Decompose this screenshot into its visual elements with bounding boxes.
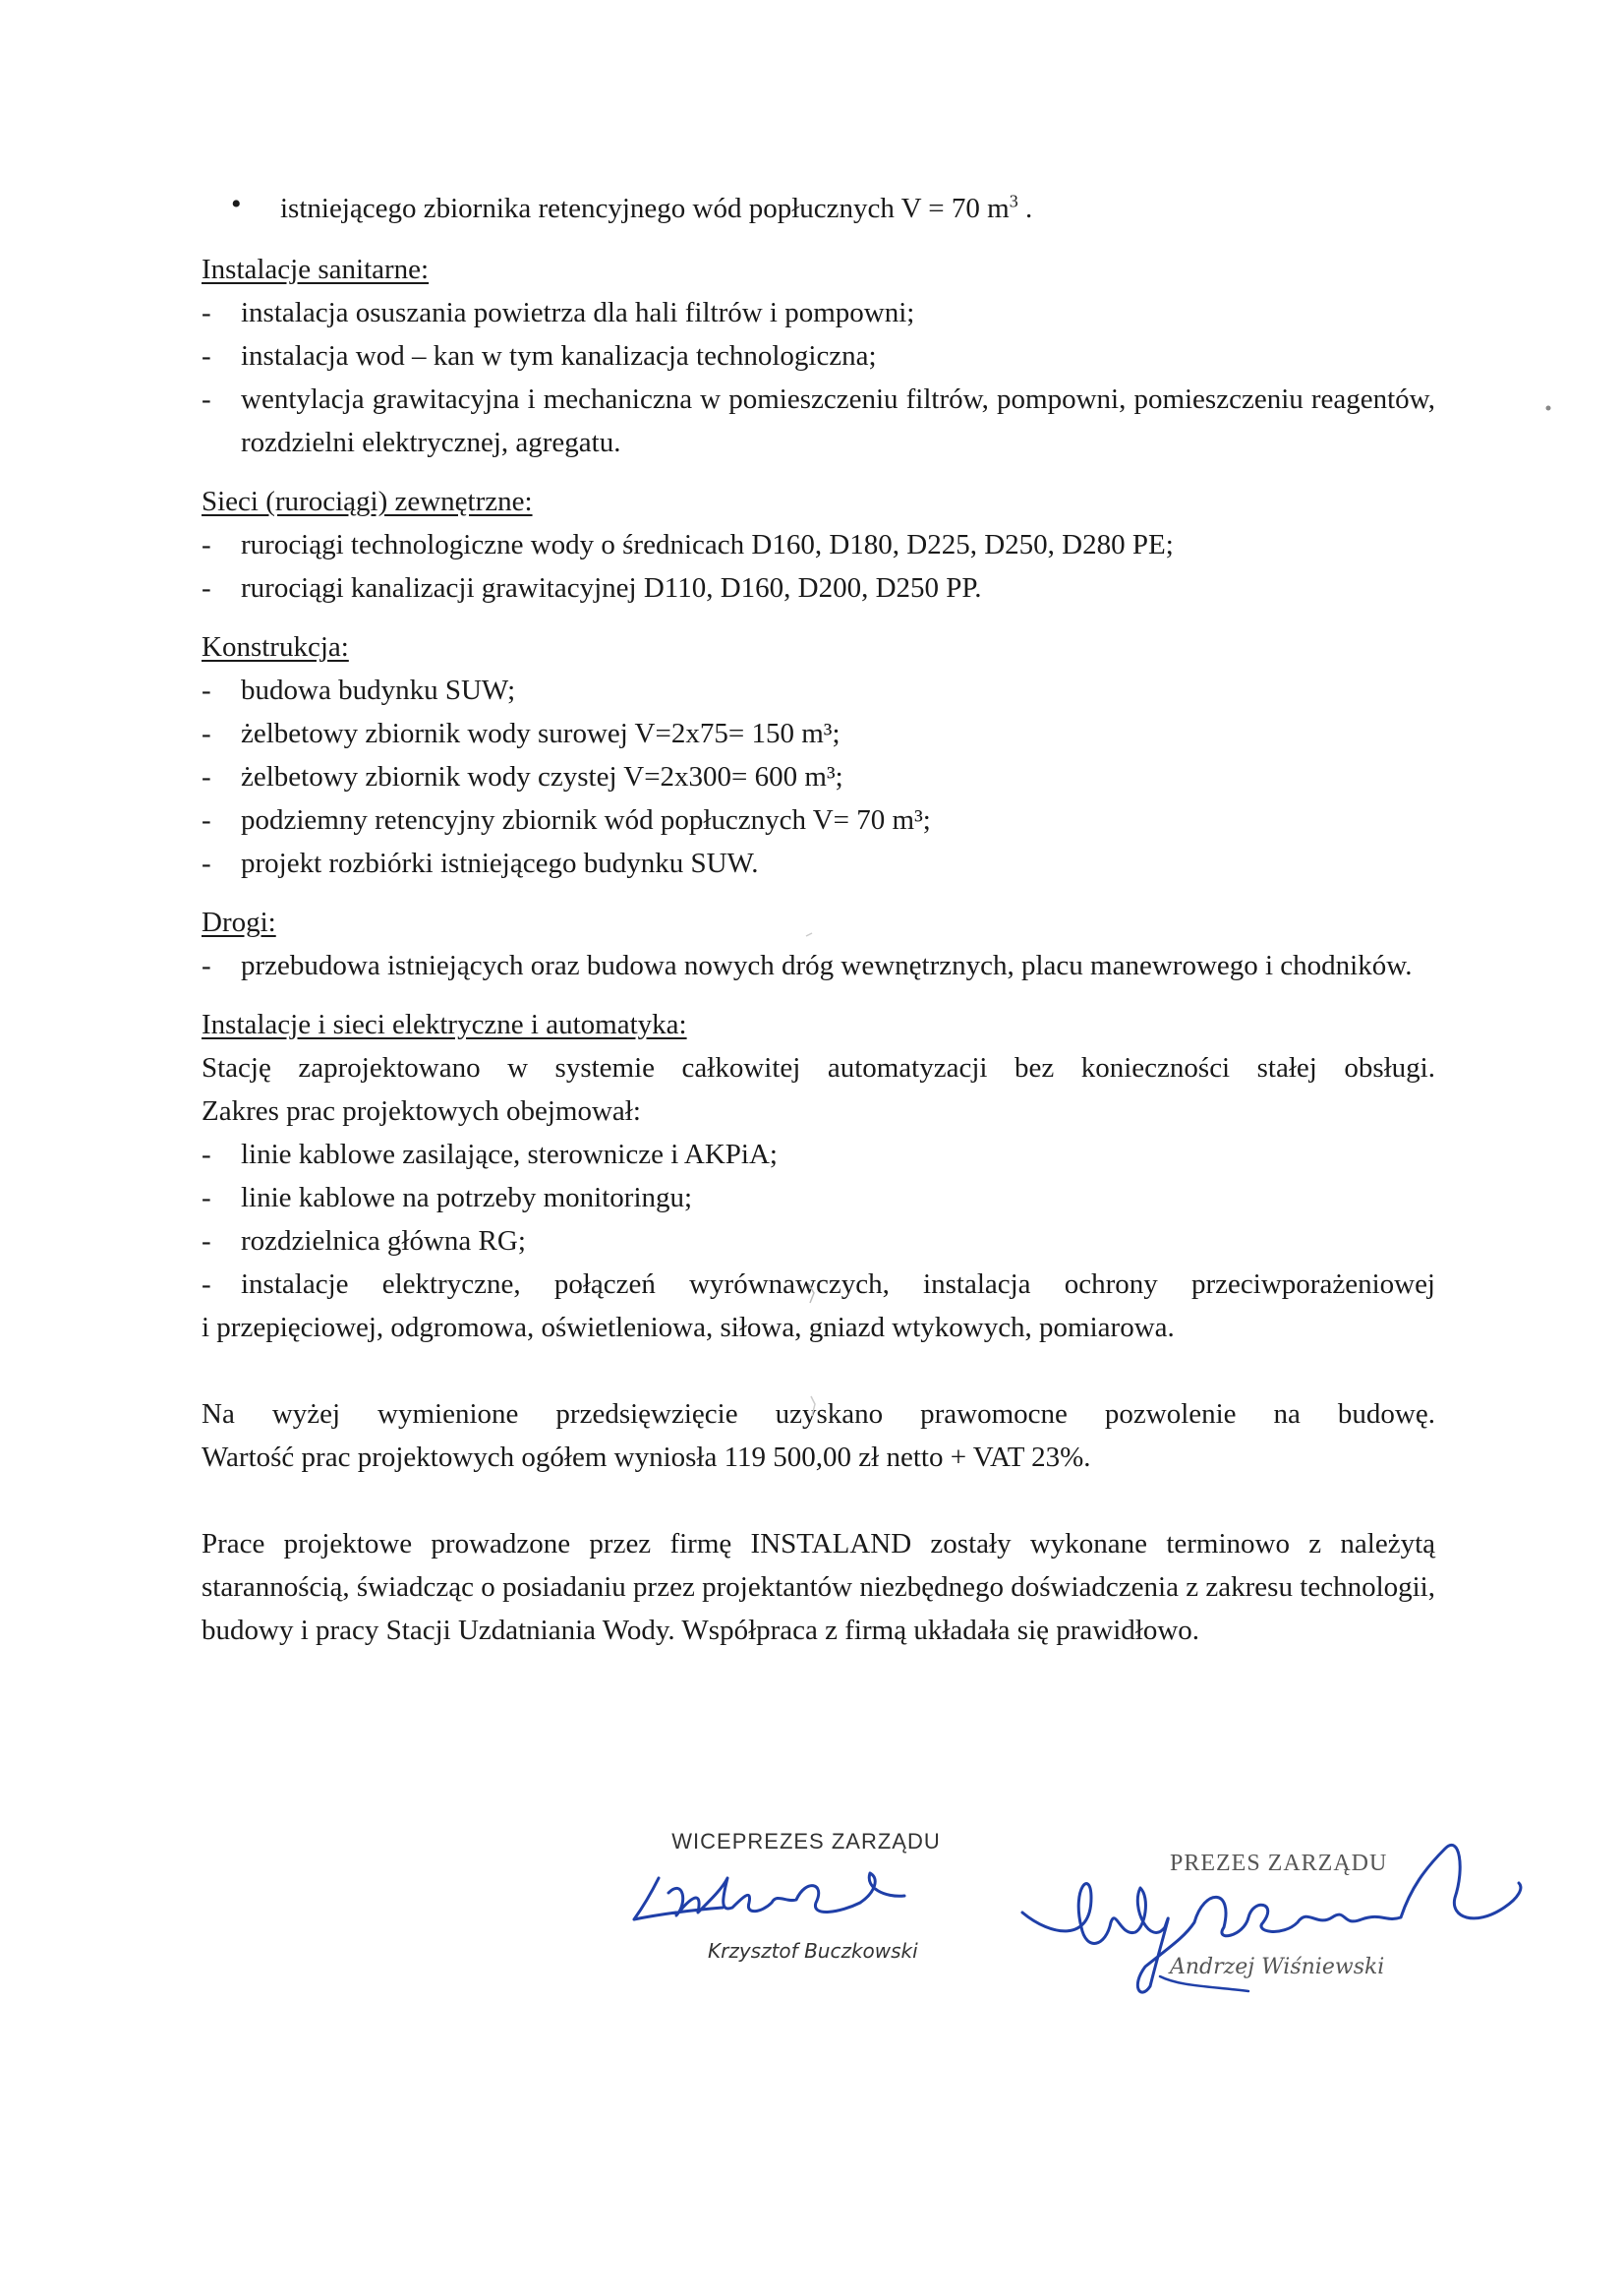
list-item: - podziemny retencyjny zbiornik wód popłucznych V= 70 m³; — [202, 804, 931, 836]
signature-title: PREZES ZARZĄDU — [1170, 1851, 1388, 1876]
section-heading: Instalacje sanitarne: — [202, 254, 430, 285]
signature-name: Krzysztof Buczkowski — [708, 1939, 918, 1963]
list-item: - wentylacja grawitacyjna i mechaniczna w pomieszczeniu filtrów, pompowni, pomieszczeniu reagentów, rozdzielni elektrycznej, agregatu. — [202, 383, 1435, 458]
section-heading: Drogi: — [202, 907, 276, 938]
list-item: - rozdzielnica główna RG; — [202, 1225, 526, 1257]
section-heading: Instalacje i sieci elektryczne i automatyka: — [202, 1009, 687, 1040]
list-item: - linie kablowe na potrzeby monitoringu; — [202, 1182, 693, 1213]
list-item: - projekt rozbiórki istniejącego budynku SUW. — [202, 848, 759, 879]
list-item: - instalacje elektryczne, połączeń wyrównawczych, instalacja ochrony przeciwporażeniowej — [202, 1268, 1435, 1300]
paragraph-line: Na wyżej wymienione przedsięwzięcie uzyskano prawomocne pozwolenie na budowę. — [202, 1398, 1435, 1430]
list-item: - rurociągi kanalizacji grawitacyjnej D110, D160, D200, D250 PP. — [202, 572, 982, 604]
paragraph-assessment: Prace projektowe prowadzone przez firmę INSTALAND zostały wykonane terminowo z należytą starannością, świadcząc o posiadaniu przez projektantów niezbędnego doświadczenia z zakresu technologii, budowy i pracy Stacji Uzdatniania Wody. Współpraca z firmą układała się prawidłowo. — [202, 1528, 1435, 1646]
list-item: - żelbetowy zbiornik wody surowej V=2x75= 150 m³; — [202, 718, 840, 749]
list-item: - rurociągi technologiczne wody o średnicach D160, D180, D225, D250, D280 PE; — [202, 529, 1174, 560]
top-bullet-tail: . — [1017, 193, 1033, 224]
list-item: - instalacja wod – kan w tym kanalizacja technologiczna; — [202, 340, 877, 372]
electrical-intro-line2: Zakres prac projektowych obejmował: — [202, 1095, 641, 1127]
paragraph-line: Wartość prac projektowych ogółem wyniosła 119 500,00 zł netto + VAT 23%. — [202, 1442, 1091, 1473]
list-item: - żelbetowy zbiornik wody czystej V=2x300= 600 m³; — [202, 761, 843, 793]
section-heading: Sieci (rurociągi) zewnętrzne: — [202, 486, 533, 517]
list-item: - linie kablowe zasilające, sterownicze i AKPiA; — [202, 1139, 778, 1170]
top-bullet-text: istniejącego zbiornika retencyjnego wód popłucznych V = 70 m — [280, 193, 1010, 224]
list-item: - instalacja osuszania powietrza dla hali filtrów i pompowni; — [202, 297, 915, 328]
signature-title: WICEPREZES ZARZĄDU — [671, 1829, 941, 1854]
electrical-continuation: i przepięciowej, odgromowa, oświetleniowa, siłowa, gniazd wtykowych, pomiarowa. — [202, 1312, 1175, 1343]
list-item: - budowa budynku SUW; — [202, 675, 516, 706]
signature-name: Andrzej Wiśniewski — [1170, 1955, 1385, 1979]
list-item: - przebudowa istniejących oraz budowa nowych dróg wewnętrznych, placu manewrowego i chodników. — [202, 950, 1413, 981]
electrical-intro-line1: Stację zaprojektowano w systemie całkowitej automatyzacji bez konieczności stałej obsługi. — [202, 1052, 1435, 1084]
top-bullet-sup: 3 — [1009, 191, 1018, 211]
section-heading: Konstrukcja: — [202, 631, 349, 663]
bullet-dot-icon: • — [231, 188, 242, 220]
